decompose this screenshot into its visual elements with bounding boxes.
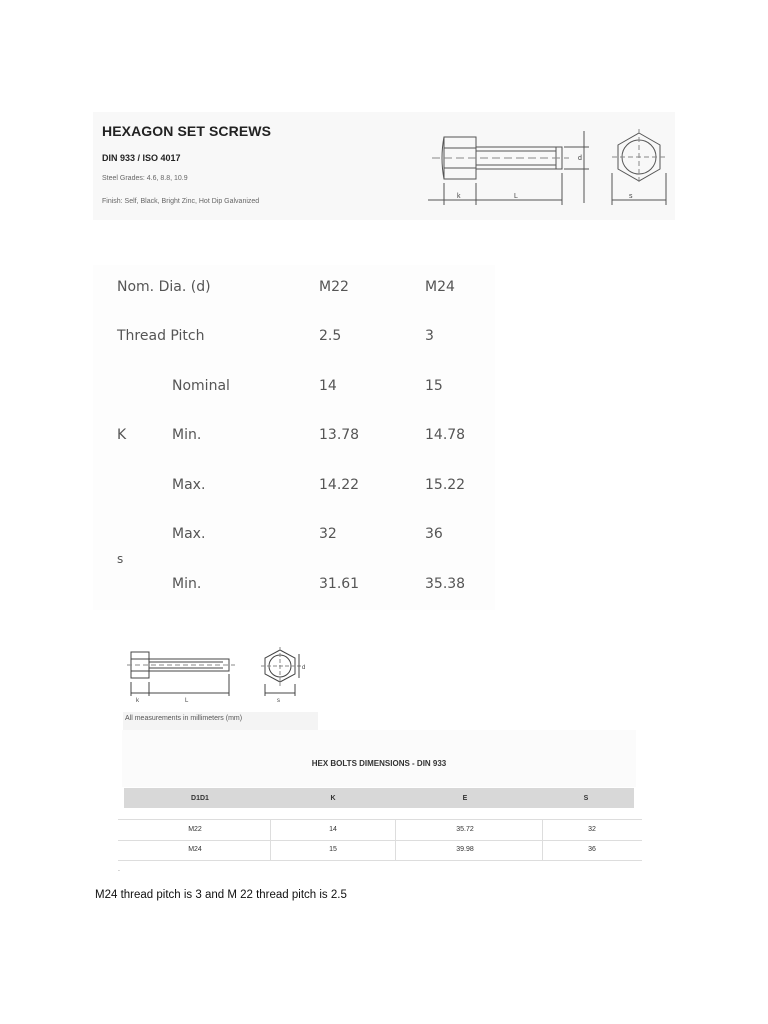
- k-dimension-label: k: [457, 193, 461, 200]
- thread-pitch-m24: 3: [425, 328, 434, 344]
- table-cell: 35.72: [456, 826, 474, 833]
- k-max-m24: 15.22: [425, 477, 466, 493]
- table-divider: [395, 819, 396, 860]
- s-min-m22: 31.61: [319, 576, 360, 592]
- s-dimension-label: s: [629, 193, 633, 200]
- table-cell: 32: [588, 826, 596, 833]
- small-l-label: L: [185, 698, 189, 704]
- measurement-caption: All measurements in millimeters (mm): [123, 712, 318, 730]
- small-bolt-diagram: [123, 646, 313, 704]
- header-e: E: [462, 795, 468, 802]
- k-nominal-label: Nominal: [172, 378, 230, 394]
- nom-dia-m24: M24: [425, 279, 455, 295]
- s-min-label: Min.: [172, 576, 202, 592]
- s-max-m22: 32: [319, 526, 337, 542]
- table-divider: [270, 819, 271, 860]
- product-title: HEXAGON SET SCREWS: [102, 123, 272, 139]
- s-group-label: s: [117, 552, 124, 566]
- k-max-m22: 14.22: [319, 477, 360, 493]
- table-cell: 15: [329, 846, 337, 853]
- finish-text: Finish: Self, Black, Bright Zinc, Hot Dip Galvanized: [102, 198, 260, 205]
- header-s: S: [583, 795, 589, 802]
- k-min-m24: 14.78: [425, 427, 466, 443]
- l-dimension-label: L: [514, 193, 518, 200]
- k-group-label: K: [117, 427, 127, 443]
- d-dimension-label: d: [578, 155, 582, 162]
- table-cell: 14: [329, 826, 337, 833]
- table-cell: M22: [188, 826, 202, 833]
- nom-dia-m22: M22: [319, 279, 349, 295]
- small-s-label: s: [277, 698, 280, 704]
- thread-pitch-m22: 2.5: [319, 328, 342, 344]
- small-k-label: k: [136, 698, 139, 704]
- table-cell: 36: [588, 846, 596, 853]
- k-max-label: Max.: [172, 477, 206, 493]
- header-d1d1: D1D1: [191, 795, 209, 802]
- table-cell: 39.98: [456, 846, 474, 853]
- hex-bolt-diagram: [424, 123, 669, 213]
- header-k: K: [330, 795, 336, 802]
- table-divider: [118, 819, 642, 820]
- k-nominal-m24: 15: [425, 378, 443, 394]
- table-divider: [118, 840, 642, 841]
- table-divider: [118, 860, 642, 861]
- thread-pitch-note: M24 thread pitch is 3 and M 22 thread pitch is 2.5: [95, 889, 347, 901]
- dimensions-table-title: HEX BOLTS DIMENSIONS - DIN 933: [311, 759, 447, 768]
- s-max-label: Max.: [172, 526, 206, 542]
- s-min-m24: 35.38: [425, 576, 466, 592]
- thread-pitch-label: Thread Pitch: [117, 328, 205, 344]
- k-min-m22: 13.78: [319, 427, 360, 443]
- s-max-m24: 36: [425, 526, 443, 542]
- k-nominal-m22: 14: [319, 378, 337, 394]
- small-d-label: d: [302, 665, 306, 671]
- stray-mark: .: [118, 866, 120, 873]
- table-cell: M24: [188, 846, 202, 853]
- standard-label: DIN 933 / ISO 4017: [102, 153, 181, 163]
- k-min-label: Min.: [172, 427, 202, 443]
- steel-grades-text: Steel Grades: 4.6, 8.8, 10.9: [102, 175, 188, 182]
- nom-dia-label: Nom. Dia. (d): [117, 279, 211, 295]
